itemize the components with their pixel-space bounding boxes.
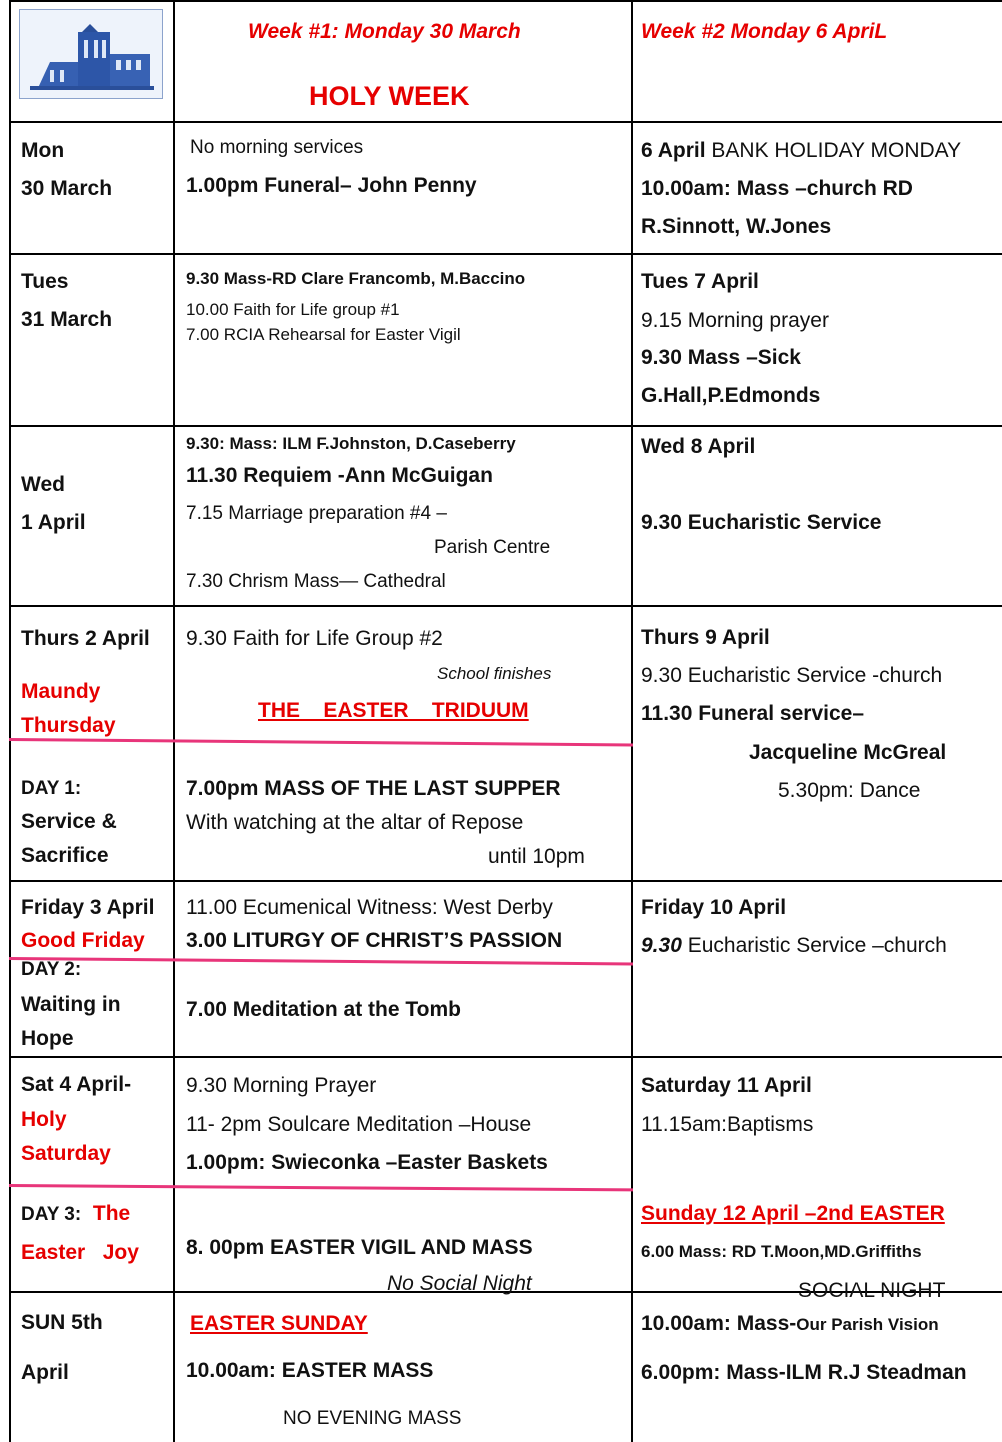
day-label-red: The [81,1202,131,1225]
grid-line [173,0,175,1442]
day-label: Holy [21,1108,67,1131]
grid-line [9,0,11,1442]
grid-line [9,121,1002,123]
grid-line [9,605,1002,607]
entry-text: 9.30: Mass: ILM F.Johnston, D.Caseberry [186,434,516,453]
day-label: DAY 2: [21,959,82,980]
entry-text: 9.30 Eucharistic Service -church [641,664,943,687]
entry-time: 9.30 [641,934,682,957]
entry-text: 6.00 Mass: RD T.Moon,MD.Griffiths [641,1242,922,1261]
entry-text: With watching at the altar of Repose [186,811,524,834]
entry-text: BANK HOLIDAY MONDAY [705,139,962,162]
entry-text: No morning services [190,137,364,158]
entry-text: 7.00 RCIA Rehearsal for Easter Vigil [186,325,461,344]
day-label: Tues [21,270,69,293]
day-label: Maundy [21,680,101,703]
entry-text: 10.00 Faith for Life group #1 [186,300,400,319]
day-label: Hope [21,1027,74,1050]
entry-text: 11.15am:Baptisms [641,1113,814,1136]
grid-line [9,253,1002,255]
entry-text: 10.00am: EASTER MASS [186,1359,434,1382]
entry-text: 10.00am: Mass –church RD [641,177,913,200]
entry-text: Thurs 9 April [641,626,770,649]
grid-line [9,0,1002,2]
day-label: Waiting in [21,993,121,1016]
day-label: SUN 5th [21,1311,103,1334]
day-label: Sat 4 April- [21,1073,132,1096]
entry-text: 7.15 Marriage preparation #4 – [186,503,447,524]
grid-line [9,425,1002,427]
day-label: Wed [21,473,65,496]
entry-text: 7.30 Chrism Mass— Cathedral [186,571,446,592]
day-label: Service & [21,810,117,833]
entry-text: 1.00pm: Swieconka –Easter Baskets [186,1151,548,1174]
day-label: 31 March [21,308,113,331]
day-label: April [21,1361,69,1384]
day-label: Easter Joy [21,1241,139,1264]
triduum-heading: THE EASTER TRIDUUM [258,699,529,722]
entry-text: Wed 8 April [641,435,756,458]
entry-text: School finishes [437,664,552,683]
entry-text: R.Sinnott, W.Jones [641,215,832,238]
entry-text: Friday 10 April [641,896,787,919]
entry-text: 7.00pm MASS OF THE LAST SUPPER [186,777,561,800]
entry-text: until 10pm [488,845,585,868]
entry-text: 8. 00pm EASTER VIGIL AND MASS [186,1236,533,1259]
entry-text: 11.30 Funeral service– [641,702,864,725]
entry-text: 9.30 Eucharistic Service [641,511,882,534]
entry-text: 6.00pm: Mass-ILM R.J Steadman [641,1361,967,1384]
entry-heading: Sunday 12 April –2nd EASTER [641,1202,945,1225]
entry-text: 11.30 Requiem -Ann McGuigan [186,464,493,487]
week2-heading: Week #2 Monday 6 ApriL [641,20,888,43]
day-label: Mon [21,139,65,162]
day-label: Good Friday [21,929,145,952]
entry-text: Eucharistic Service –church [681,934,947,957]
entry-text: SOCIAL NIGHT [798,1279,946,1302]
entry-text [641,1313,939,1334]
entry-time: 10.00am: Mass- [641,1312,797,1335]
entry-text: No Social Night [387,1272,532,1295]
entry-text: 11- 2pm Soulcare Meditation –House [186,1113,532,1136]
entry-text: Saturday 11 April [641,1074,812,1097]
day-label-prefix: DAY 3: [21,1204,82,1225]
day-label [21,1203,130,1224]
entry-text: 9.30 Faith for Life Group #2 [186,627,443,650]
grid-line [9,880,1002,882]
entry-text: 9.30 Mass-RD Clare Francomb, M.Baccino [186,269,526,288]
entry-text: 9.30 Morning Prayer [186,1074,377,1097]
grid-line [9,1056,1002,1058]
day-label: Sacrifice [21,844,109,867]
entry-text: 1.00pm Funeral– John Penny [186,174,477,197]
day-label: Thurs 2 April [21,627,150,650]
entry-date: 6 April [641,139,706,162]
grid-line [631,0,633,1442]
week1-heading: Week #1: Monday 30 March [248,20,521,43]
day-label: Saturday [21,1142,111,1165]
holy-saturday-divider [9,1184,633,1191]
entry-text [641,140,961,161]
entry-text: 5.30pm: Dance [778,779,921,802]
day-label: 30 March [21,177,113,200]
triduum-divider [9,738,633,746]
easter-sunday-heading: EASTER SUNDAY [190,1312,368,1335]
entry-text [641,935,947,956]
entry-text: 11.00 Ecumenical Witness: West Derby [186,896,553,919]
holy-week-title: HOLY WEEK [309,81,470,111]
entry-text: 9.15 Morning prayer [641,309,829,332]
day-label: Friday 3 April [21,896,155,919]
good-friday-divider [9,957,633,965]
entry-text: Tues 7 April [641,270,759,293]
entry-text: G.Hall,P.Edmonds [641,384,821,407]
entry-text: Our Parish Vision [796,1315,939,1334]
entry-text: 3.00 LITURGY OF CHRIST’S PASSION [186,929,563,952]
day-label: 1 April [21,511,86,534]
entry-text: NO EVENING MASS [283,1408,462,1429]
day-label: DAY 1: [21,778,82,799]
church-logo [19,9,163,99]
day-label: Thursday [21,714,116,737]
church-building-icon [20,10,162,98]
entry-text: Jacqueline McGreal [749,741,947,764]
entry-text: Parish Centre [434,537,551,558]
entry-text: 7.00 Meditation at the Tomb [186,998,461,1021]
entry-text: 9.30 Mass –Sick [641,346,801,369]
